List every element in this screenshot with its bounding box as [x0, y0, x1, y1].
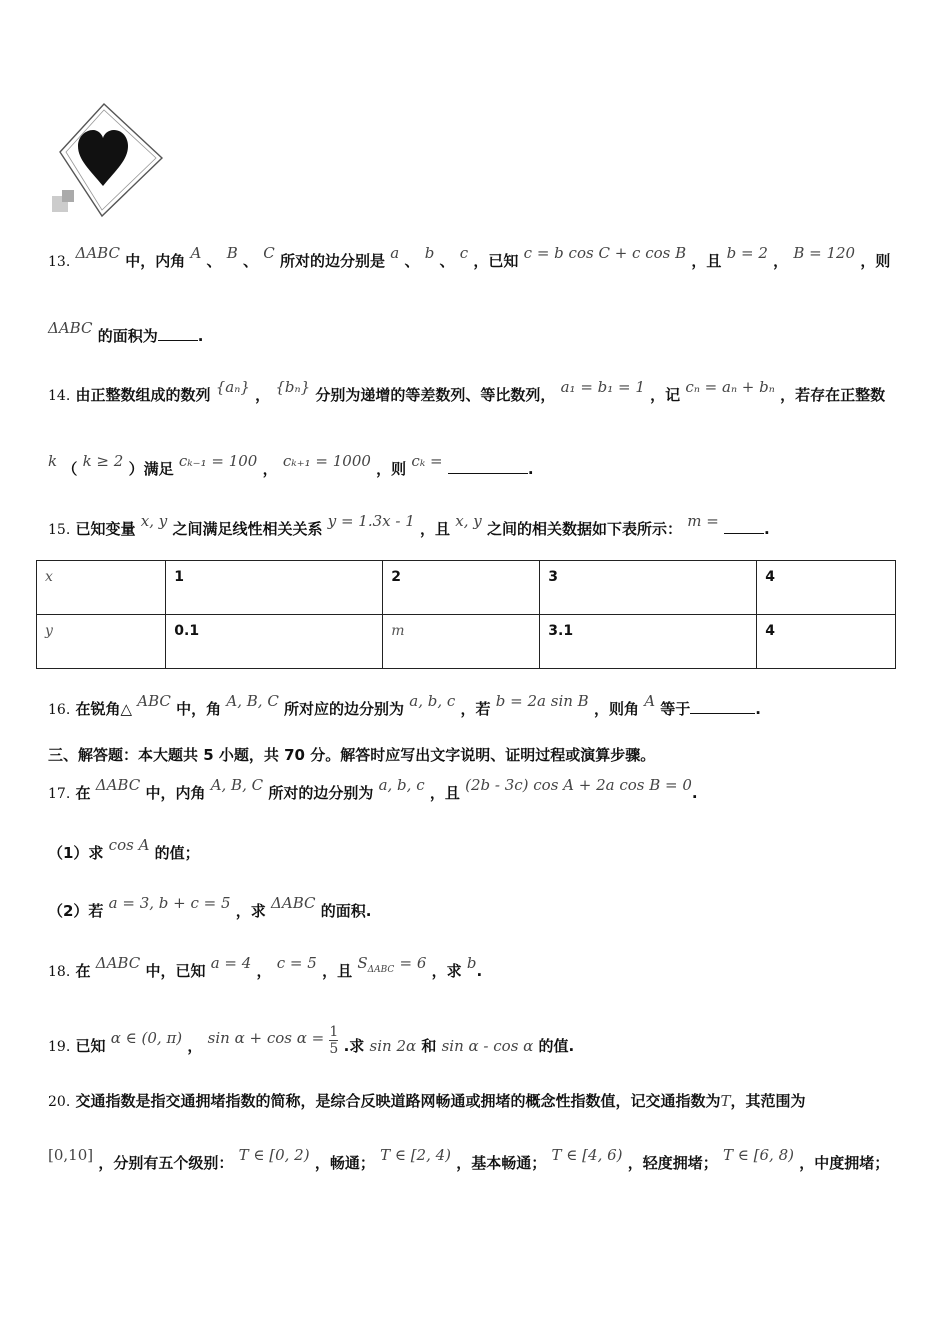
question-17-part2: （2）若 a = 3, b + c = 5 ，求 ΔABC 的面积. [48, 894, 372, 920]
section-header: 三、解答题：本大题共 5 小题，共 70 分。解答时应写出文字说明、证明过程或演算步骤。 [48, 746, 656, 764]
question-13: 13. ΔABC 中，内角 A 、 B 、 C 所对的边分别是 a 、 b 、 c ，已知 c = b cos C + c cos B ，且 b = 2 ， B = 120 ，则 [48, 244, 891, 270]
heart-diamond-figure [42, 100, 167, 220]
table-row [37, 615, 896, 669]
table-cell: m [383, 615, 540, 669]
table-cell: 4 [757, 615, 896, 669]
table-cell: 3 [540, 561, 757, 615]
question-17-part1: （1）求 cos A 的值； [48, 836, 200, 862]
question-19: 19. 已知 α ∈ (0, π) ， sin α + cos α = $\frac{1}{5}$ .求 sin 2α 和 sin α - cos α 的值. [48, 1024, 575, 1057]
question-20-line2: [0,10] ，分别有五个级别： T ∈ [0, 2) ，畅通； T ∈ [2, 4) ，基本畅通； T ∈ [4, 6) ，轻度拥堵； T ∈ [6, 8) ，中度拥堵； [48, 1146, 890, 1172]
answer-blank[interactable] [724, 519, 764, 534]
condition-formula: c = b cos C + c cos B [523, 244, 687, 262]
table-row [37, 561, 896, 615]
triangle-abc: ΔABC [75, 244, 120, 262]
question-14: 14. 由正整数组成的数列 {aₙ} ， {bₙ} 分别为递增的等差数列、等比数列， a₁ = b₁ = 1 ，记 cₙ = aₙ + bₙ ，若存在正整数 [48, 378, 886, 404]
answer-blank[interactable] [690, 699, 755, 714]
question-20: 20. 交通指数是指交通拥堵指数的简称，是综合反映道路网畅通或拥堵的概念性指数值，记交通指数为T，其范围为 [48, 1092, 806, 1110]
question-15: 15. 已知变量 x, y 之间满足线性相关关系 y = 1.3x - 1 ，且 x, y 之间的相关数据如下表所示： m = . [48, 512, 770, 538]
question-16: 16. 在锐角△ ABC 中，角 A, B, C 所对应的边分别为 a, b, c ，若 b = 2a sin B ，则角 A 等于 . [48, 692, 761, 718]
answer-blank[interactable] [448, 459, 528, 474]
fraction: $\frac{1}{5}$ [329, 1024, 339, 1057]
question-14-line2: k （ k ≥ 2 ）满足 cₖ₋₁ = 100 ， cₖ₊₁ = 1000 ，则 cₖ = . [48, 452, 534, 478]
question-17: 17. 在 ΔABC 中，内角 A, B, C 所对的边分别为 a, b, c ，且 (2b - 3c) cos A + 2a cos B = 0. [48, 776, 698, 802]
table-cell: 2 [383, 561, 540, 615]
data-table [36, 560, 896, 669]
table-cell: y [37, 615, 166, 669]
table-cell: x [37, 561, 166, 615]
answer-blank[interactable] [158, 326, 198, 341]
table-cell: 4 [757, 561, 896, 615]
table-cell: 3.1 [540, 615, 757, 669]
question-18: 18. 在 ΔABC 中，已知 a = 4 ， c = 5 ，且 $S^{\Delta ABC} = 6$ ，求 b. [48, 954, 483, 980]
question-13-line2: ΔABC 的面积为 . [48, 319, 204, 345]
table-cell: 1 [166, 561, 383, 615]
table-cell: 0.1 [166, 615, 383, 669]
